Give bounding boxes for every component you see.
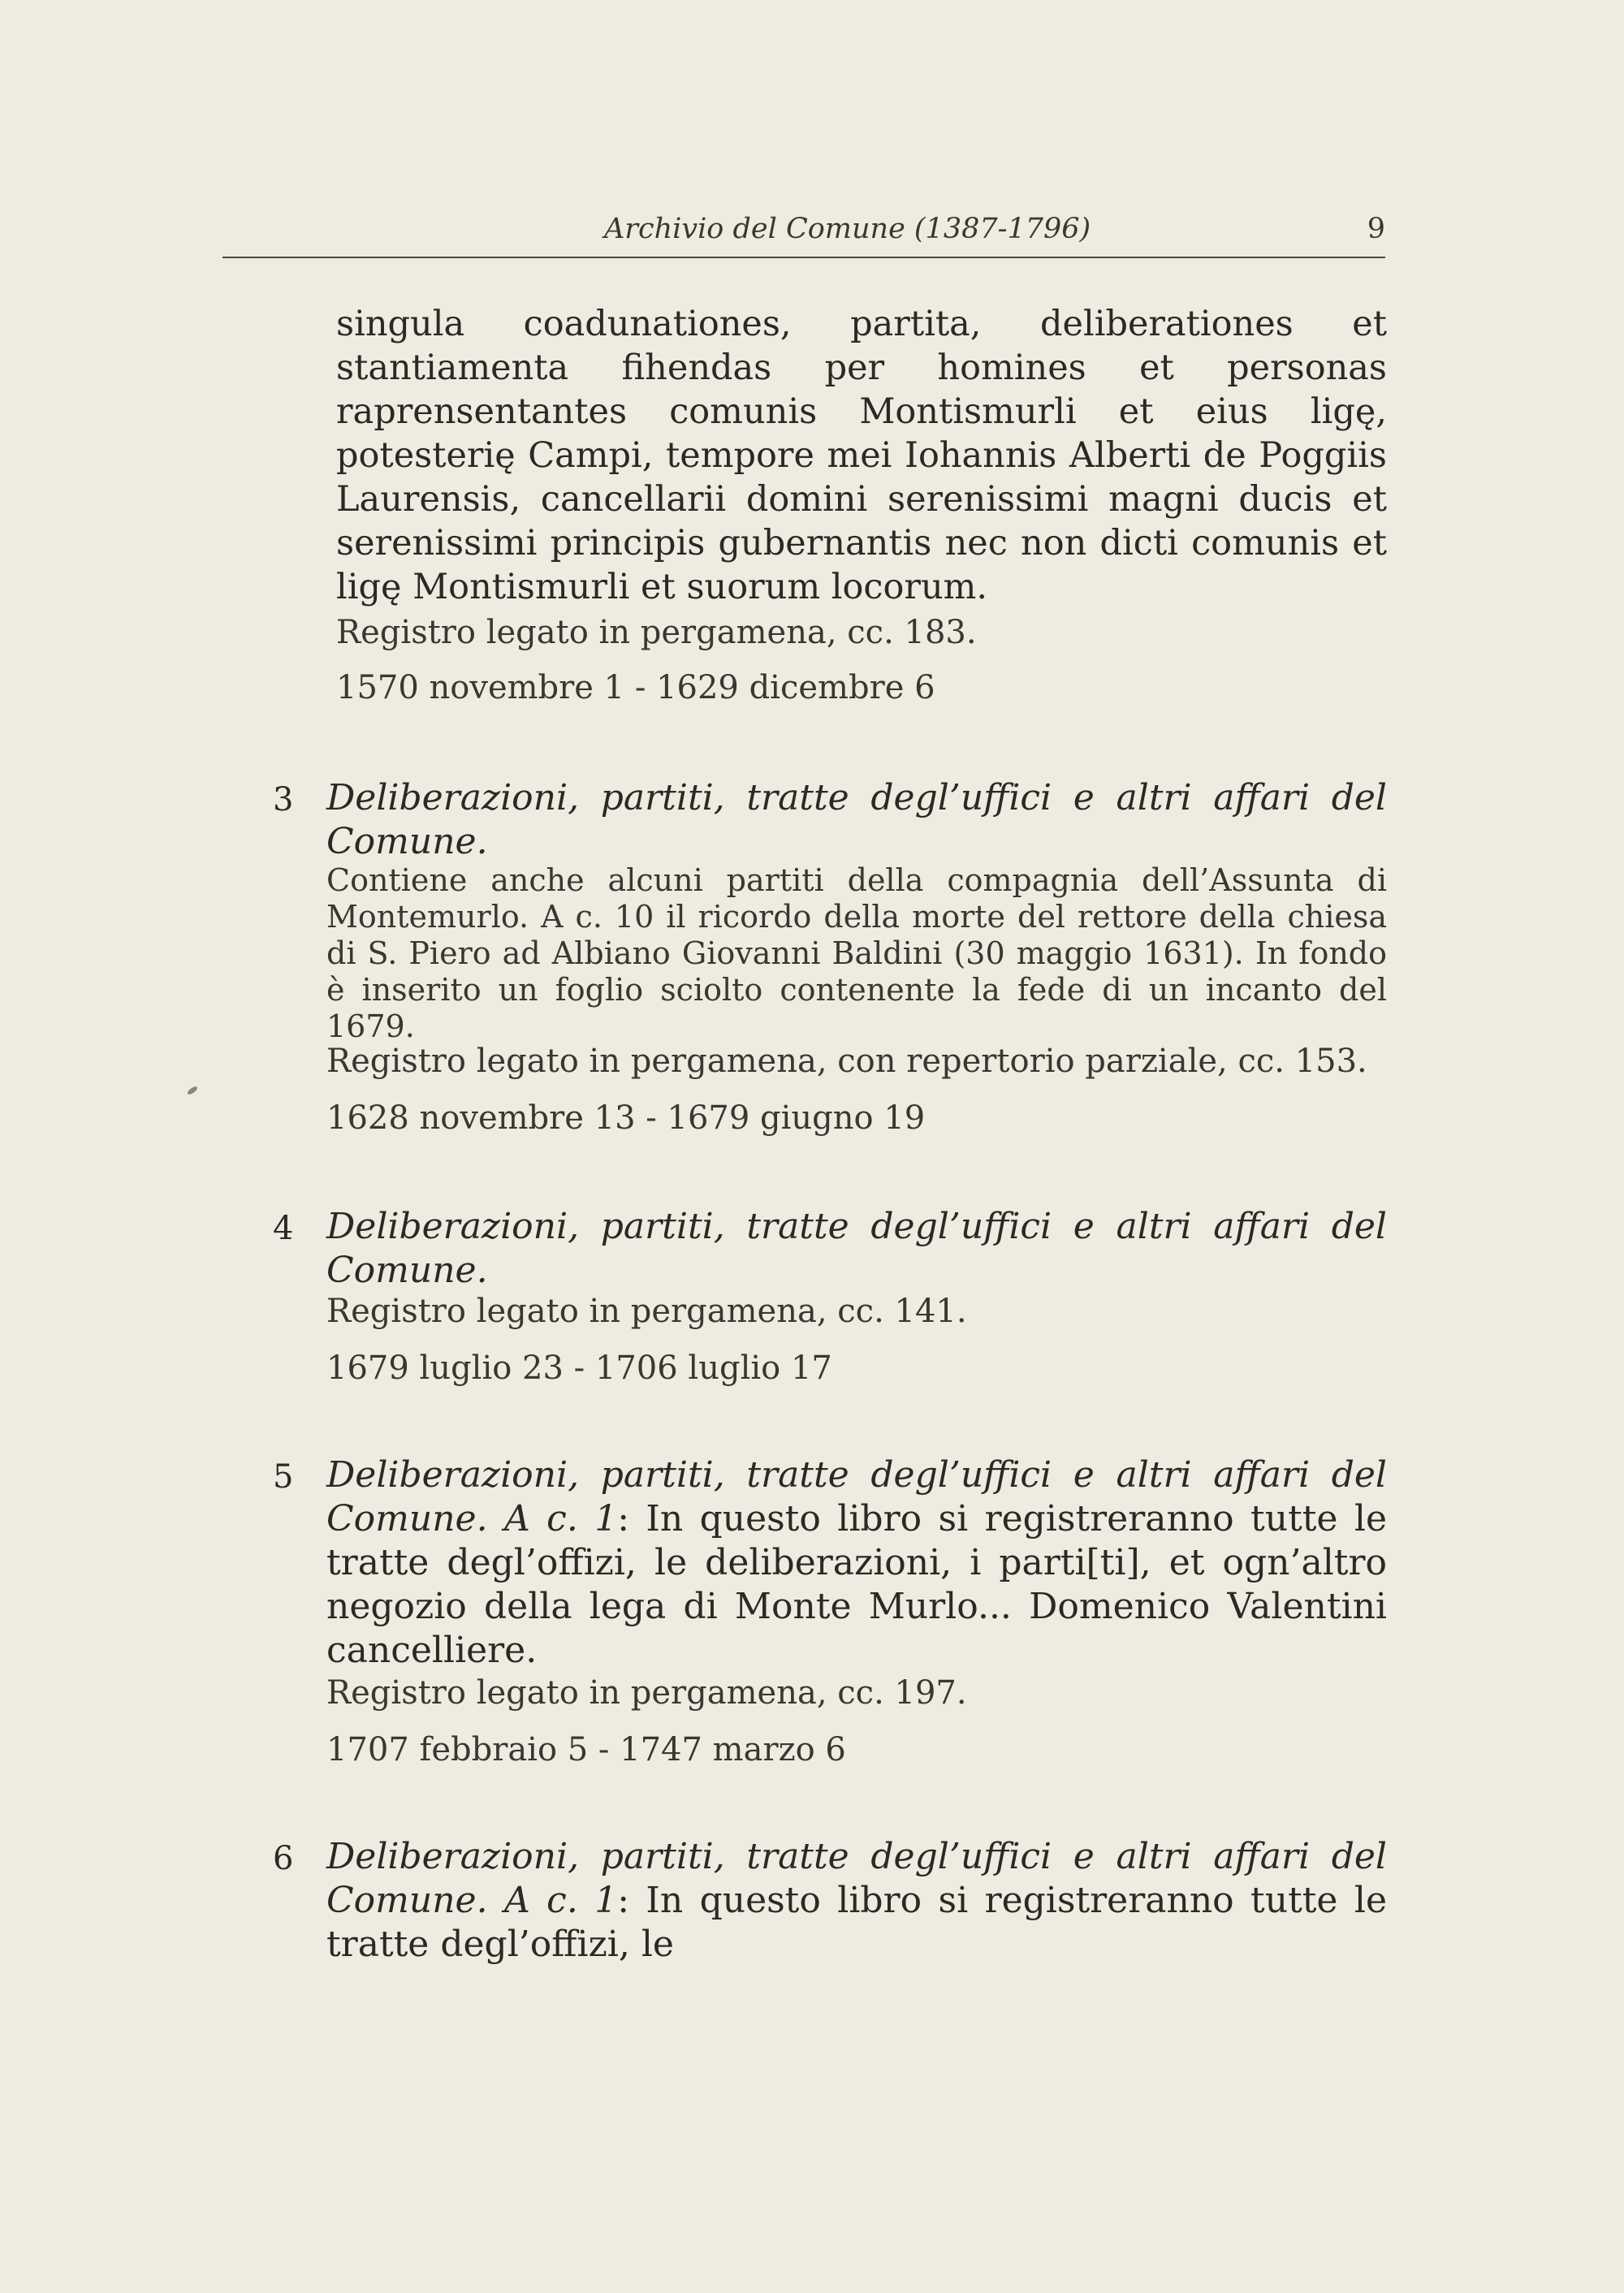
entry-number: 6 [273,1840,294,1877]
physical-description: Registro legato in pergamena, cc. 197. [326,1674,967,1712]
entry-title [326,776,1387,864]
entry-title-rest: : In questo libro si registreranno tutte le tratte degl’offizi, le deliberazioni, i parti[ti], et ogn’altro negozio della lega di Monte Murlo... Domenico Valentini cancelliere. [326,1498,1387,1671]
entry-title-text: Deliberazioni, partiti, tratte degl’uffici e altri affari del Comune. A c. 1 [326,1836,1387,1921]
entry-number: 4 [273,1210,294,1247]
entry-title [326,1453,1387,1673]
date-range: 1628 novembre 13 - 1679 giugno 19 [326,1099,926,1137]
entry-title-rest: : In questo libro si registreranno tutte le tratte degl’offizi, le [326,1880,1387,1965]
entry-title-text: Deliberazioni, partiti, tratte degl’uffici e altri affari del Comune. [326,777,1387,862]
entry-title-text: Deliberazioni, partiti, tratte degl’uffici e altri affari del Comune. A c. 1 [326,1454,1387,1539]
latin-text: singula coadunationes, partita, deliberationes et stantiamenta fihendas per homines et personas raprensentantes comunis Montismurli et eius ligę, potesterię Campi, tempore mei Iohannis Alberti de Poggiis Laurensis, cancellarii domini serenissimi magni ducis et serenissimi principis gubernantis nec non dicti comunis et ligę Montismurli et suorum locorum. [336,304,1387,607]
physical-description: Registro legato in pergamena, cc. 183. [336,614,977,651]
date-range: 1570 novembre 1 - 1629 dicembre 6 [336,669,935,706]
entry-number: 3 [273,781,294,818]
entry-title [326,1835,1387,1967]
date-range: 1707 febbraio 5 - 1747 marzo 6 [326,1731,846,1768]
physical-description: Registro legato in pergamena, con repertorio parziale, cc. 153. [326,1043,1367,1080]
page-number: 9 [1367,213,1385,245]
paper-speck [187,1086,199,1096]
entry-number: 5 [273,1458,294,1496]
physical-description: Registro legato in pergamena, cc. 141. [326,1293,967,1330]
running-title: Archivio del Comune (1387-1796) [604,213,1091,245]
entry-title-text: Deliberazioni, partiti, tratte degl’uffici e altri affari del Comune. [326,1206,1387,1291]
entry-note: Contiene anche alcuni partiti della compagnia dell’Assunta di Montemurlo. A c. 10 il ricordo della morte del rettore della chiesa di S. Piero ad Albiano Giovanni Baldini (30 maggio 1631). In fondo è inserito un foglio sciolto contenente la fede di un incanto del 1679. [326,862,1387,1044]
date-range: 1679 luglio 23 - 1706 luglio 17 [326,1349,832,1387]
running-header [222,213,1385,258]
entry-title [326,1205,1387,1293]
